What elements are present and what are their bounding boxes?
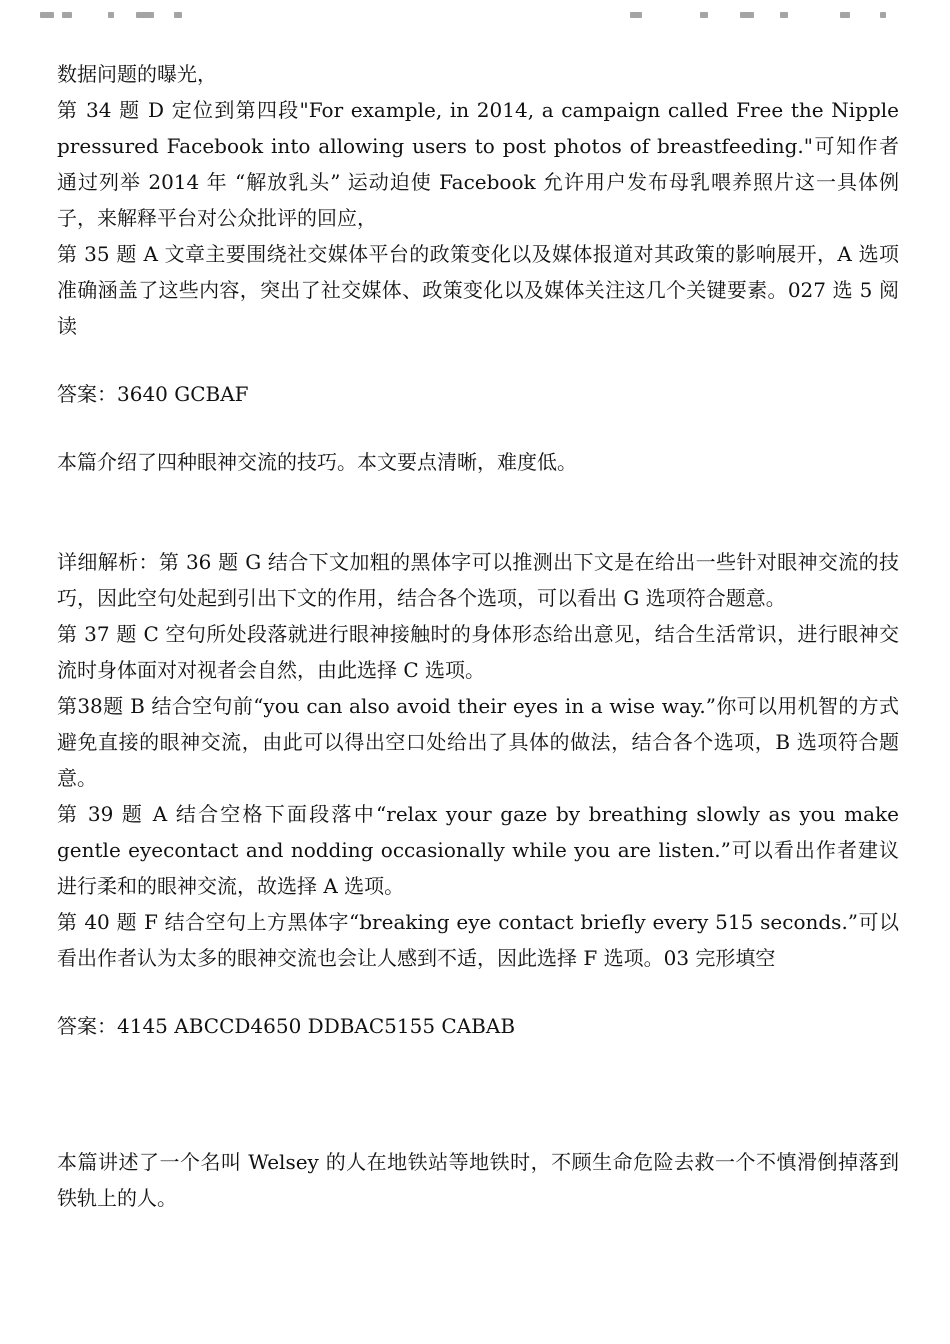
paragraph-q40: 第 40 题 F 结合空句上方黑体字“breaking eye contact briefly every 515 seconds.”可以看出作者认为太多的眼神交流也会让人感到不适，因此选择 F 选项。03 完形填空 (57, 910, 899, 970)
passage-summary-eye-contact: 本篇介绍了四种眼神交流的技巧。本文要点清晰，难度低。 (57, 450, 577, 474)
paragraph-q35: 第 35 题 A 文章主要围绕社交媒体平台的政策变化以及媒体报道对其政策的影响展开，A 选项准确涵盖了这些内容，突出了社交媒体、政策变化以及媒体关注这几个关键要素。027 选 5 阅读 (57, 242, 899, 338)
paragraph-q36: 详细解析：第 36 题 G 结合下文加粗的黑体字可以推测出下文是在给出一些针对眼神交流的技巧，因此空句处起到引出下文的作用，结合各个选项，可以看出 G 选项符合题意。 (57, 550, 899, 610)
answer-key-36-40: 答案：3640 GCBAF (57, 382, 249, 406)
document-body (57, 56, 899, 1216)
cropped-header-line (40, 10, 910, 24)
paragraph-q39: 第 39 题 A 结合空格下面段落中“relax your gaze by breathing slowly as you make gentle eyecontact and nodding occasionally while you are listen.”可以看出作者建议进行柔和的眼神交流，故选择 A 选项。 (57, 802, 899, 898)
passage-summary-welsey: 本篇讲述了一个名叫 Welsey 的人在地铁站等地铁时，不顾生命危险去救一个不慎滑倒掉落到铁轨上的人。 (57, 1150, 899, 1210)
paragraph-q37: 第 37 题 C 空句所处段落就进行眼神接触时的身体形态给出意见，结合生活常识，进行眼神交流时身体面对对视者会自然，由此选择 C 选项。 (57, 622, 899, 682)
paragraph-q34: 第 34 题 D 定位到第四段"For example, in 2014, a campaign called Free the Nipple pressured Facebook into allowing users to post photos of breastfeeding."可知作者通过列举 2014 年 “解放乳头” 运动迫使 Facebook 允许用户发布母乳喂养照片这一具体例子，来解释平台对公众批评的回应， (57, 98, 899, 230)
answer-key-41-55: 答案：4145 ABCCD4650 DDBAC5155 CABAB (57, 1014, 516, 1038)
paragraph-data-exposure: 数据问题的曝光， (57, 62, 217, 86)
paragraph-q38: 第38题 B 结合空句前“you can also avoid their eyes in a wise way.”你可以用机智的方式避免直接的眼神交流，由此可以得出空口处给出了具体的做法，结合各个选项，B 选项符合题意。 (57, 694, 899, 790)
